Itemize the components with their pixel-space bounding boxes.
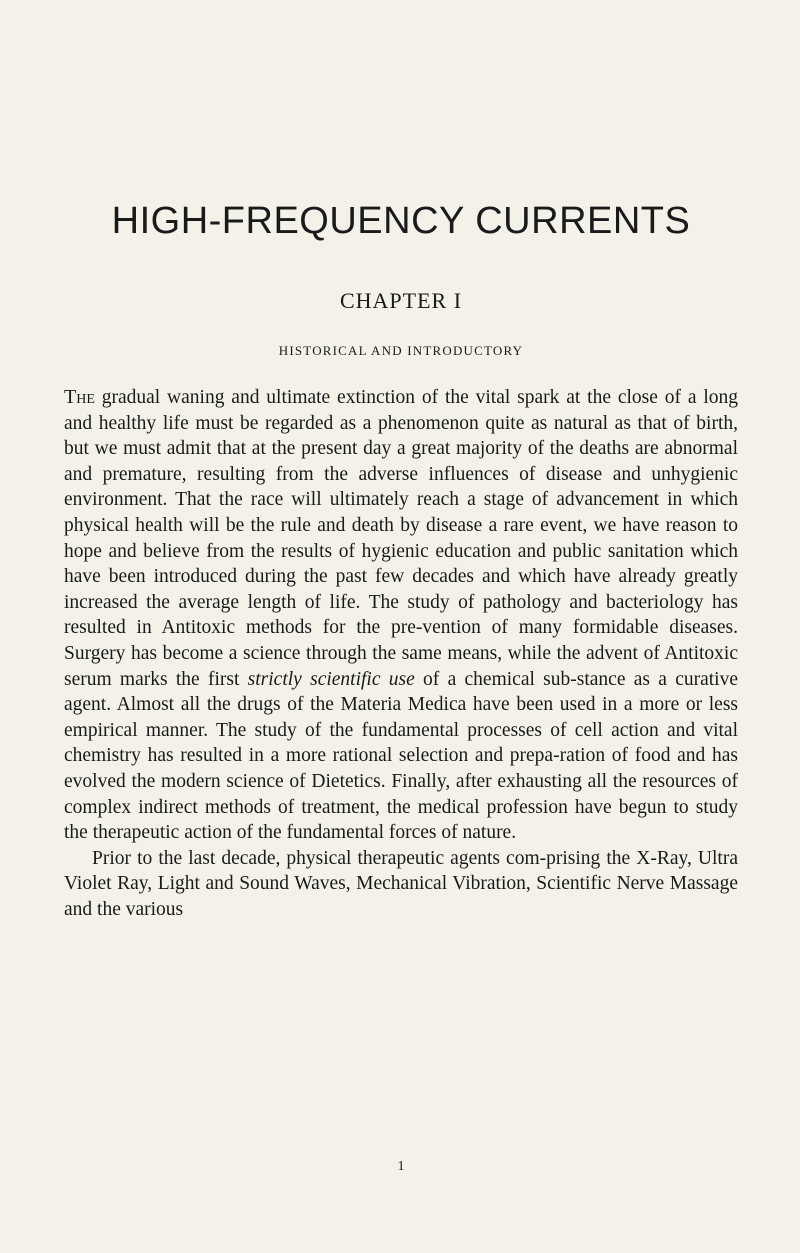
paragraph-2: Prior to the last decade, physical therapeutic agents com-prising the X-Ray, Ultra Violet Ray, Light and Sound Waves, Mechanical Vibration, Scientific Nerve Massage and the various <box>64 847 738 920</box>
page-number: 1 <box>397 1159 405 1174</box>
paragraph-1-text-b: of a chemical sub-stance as a curative agent. Almost all the drugs of the Materia Medica have been used in a more or less empirical manner. The study of the fundamental processes of cell action and vital chemistry has resulted in a more rational selection and prepa-ration of food and has evolved the modern science of Dietetics. Finally, after exhausting all the resources of complex indirect methods of treatment, the medical profession have begun to study the therapeutic action of the fundamental forces of nature. <box>64 668 739 844</box>
paragraph-1 <box>64 385 738 846</box>
body-text <box>64 385 738 922</box>
chapter-subheading: HISTORICAL AND INTRODUCTORY <box>278 343 524 358</box>
paragraph-1-text-a: gradual waning and ultimate extinction of the vital spark at the close of a long and healthy life must be regarded as a phenomenon quite as natural as that of birth, but we must admit that at the present day a great majority of the deaths are abnormal and premature, resulting from the adverse influences of disease and unhygienic environment. That the race will ultimately reach a stage of advancement in which physical health will be the rule and death by disease a rare event, we have reason to hope and believe from the results of hygienic education and public sanitation which have been introduced during the past few decades and which have already greatly increased the average length of life. The study of pathology and bacteriology has resulted in Antitoxic methods for the pre-vention of many formidable diseases. Surgery has become a science through the same means, while the advent of Antitoxic serum marks the first <box>64 387 738 690</box>
chapter-heading: CHAPTER I <box>339 288 463 313</box>
book-page <box>64 0 738 1253</box>
book-title: HIGH-FREQUENCY CURRENTS <box>111 200 691 242</box>
paragraph-1-lead: The <box>64 386 95 408</box>
paragraph-1-emphasis: strictly scientific use <box>247 668 415 690</box>
